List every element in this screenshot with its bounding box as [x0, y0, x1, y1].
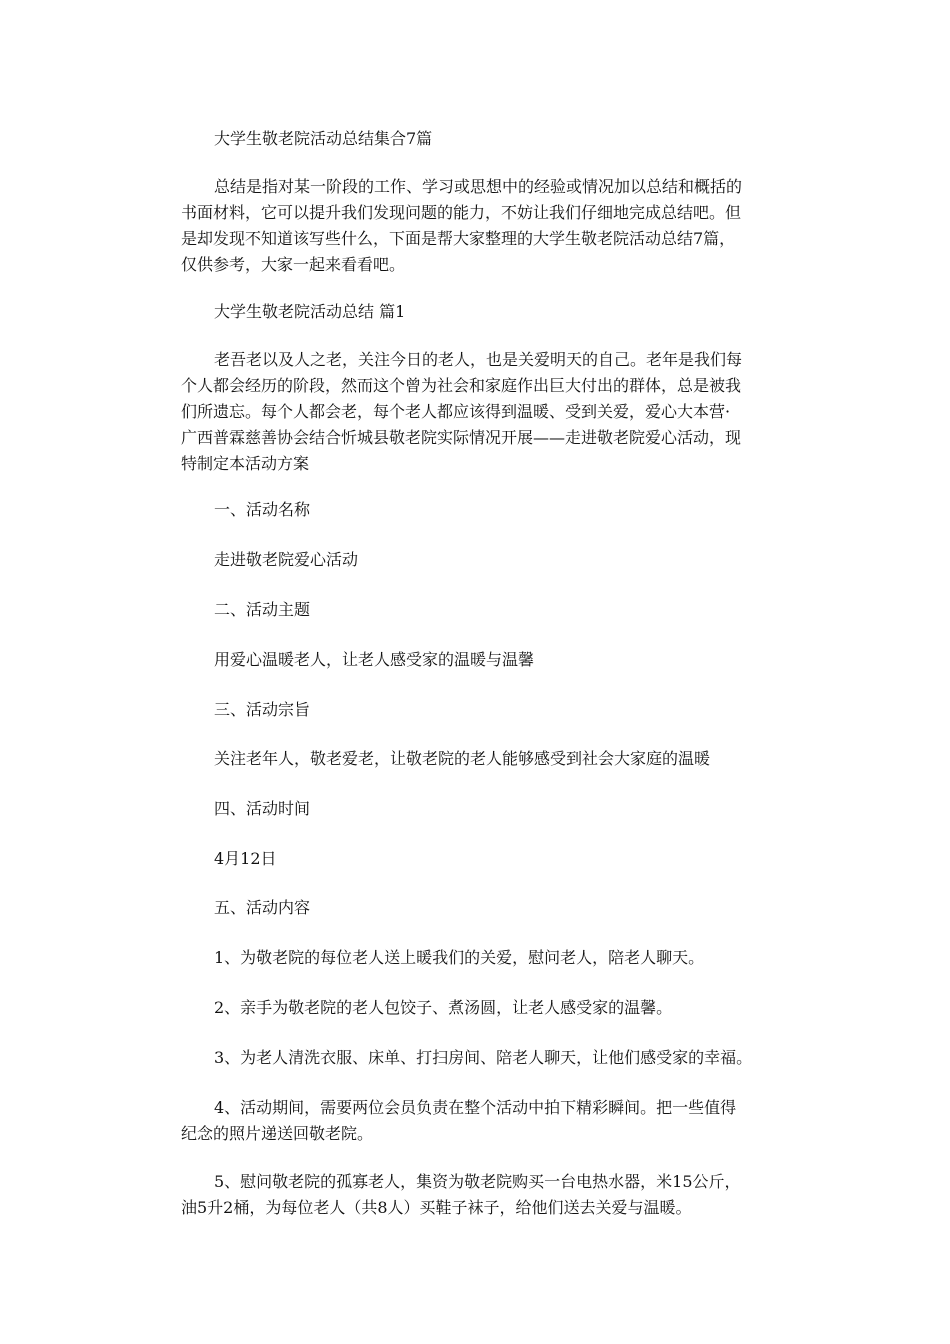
list-item: 3、为老人清洗衣服、床单、打扫房间、陪老人聊天，让他们感受家的幸福。: [214, 1048, 753, 1067]
list-item: 2、亲手为敬老院的老人包饺子、煮汤圆，让老人感受家的温馨。: [214, 998, 673, 1017]
list-item: 1、为敬老院的每位老人送上暖我们的关爱，慰问老人，陪老人聊天。: [214, 948, 705, 967]
section-line: 们所遗忘。每个人都会老，每个老人都应该得到温暖、受到关爱，爱心大本营·: [181, 402, 731, 421]
section-line: 老吾老以及人之老，关注今日的老人，也是关爱明天的自己。老年是我们每: [214, 350, 743, 369]
intro-paragraph: [181, 174, 771, 278]
document-title: 大学生敬老院活动总结集合7篇: [214, 129, 433, 148]
section-line: 特制定本活动方案: [181, 454, 310, 473]
intro-line: 是却发现不知道该写些什么，下面是帮大家整理的大学生敬老院活动总结7篇，: [181, 229, 736, 248]
value-activity-theme: 用爱心温暖老人，让老人感受家的温暖与温馨: [214, 650, 535, 669]
list-item-line: 5、慰问敬老院的孤寡老人，集资为敬老院购买一台电热水器，米15公斤，: [214, 1172, 741, 1191]
list-item: [181, 1169, 771, 1221]
value-activity-name: 走进敬老院爱心活动: [214, 550, 359, 569]
intro-line: 总结是指对某一阶段的工作、学习或思想中的经验或情况加以总结和概括的: [214, 177, 743, 196]
section-paragraph: [181, 347, 771, 477]
heading-activity-time: 四、活动时间: [214, 799, 311, 818]
heading-activity-name: 一、活动名称: [214, 500, 311, 519]
heading-activity-content: 五、活动内容: [214, 898, 311, 917]
heading-activity-purpose: 三、活动宗旨: [214, 700, 311, 719]
heading-activity-theme: 二、活动主题: [214, 600, 311, 619]
section-line: 广西普霖慈善协会结合忻城县敬老院实际情况开展——走进敬老院爱心活动，现: [181, 428, 742, 447]
value-activity-time: 4月12日: [214, 849, 277, 868]
list-item-line: 纪念的照片递送回敬老院。: [181, 1124, 374, 1143]
list-item: [181, 1095, 771, 1147]
list-item-line: 4、活动期间，需要两位会员负责在整个活动中拍下精彩瞬间。把一些值得: [214, 1098, 737, 1117]
intro-line: 仅供参考，大家一起来看看吧。: [181, 255, 406, 274]
section-title: 大学生敬老院活动总结 篇1: [214, 302, 406, 321]
value-activity-purpose: 关注老年人，敬老爱老，让敬老院的老人能够感受到社会大家庭的温暖: [214, 749, 711, 768]
intro-line: 书面材料，它可以提升我们发现问题的能力，不妨让我们仔细地完成总结吧。但: [181, 203, 742, 222]
section-line: 个人都会经历的阶段，然而这个曾为社会和家庭作出巨大付出的群体，总是被我: [181, 376, 742, 395]
list-item-line: 油5升2桶，为每位老人（共8人）买鞋子袜子，给他们送去关爱与温暖。: [181, 1198, 692, 1217]
